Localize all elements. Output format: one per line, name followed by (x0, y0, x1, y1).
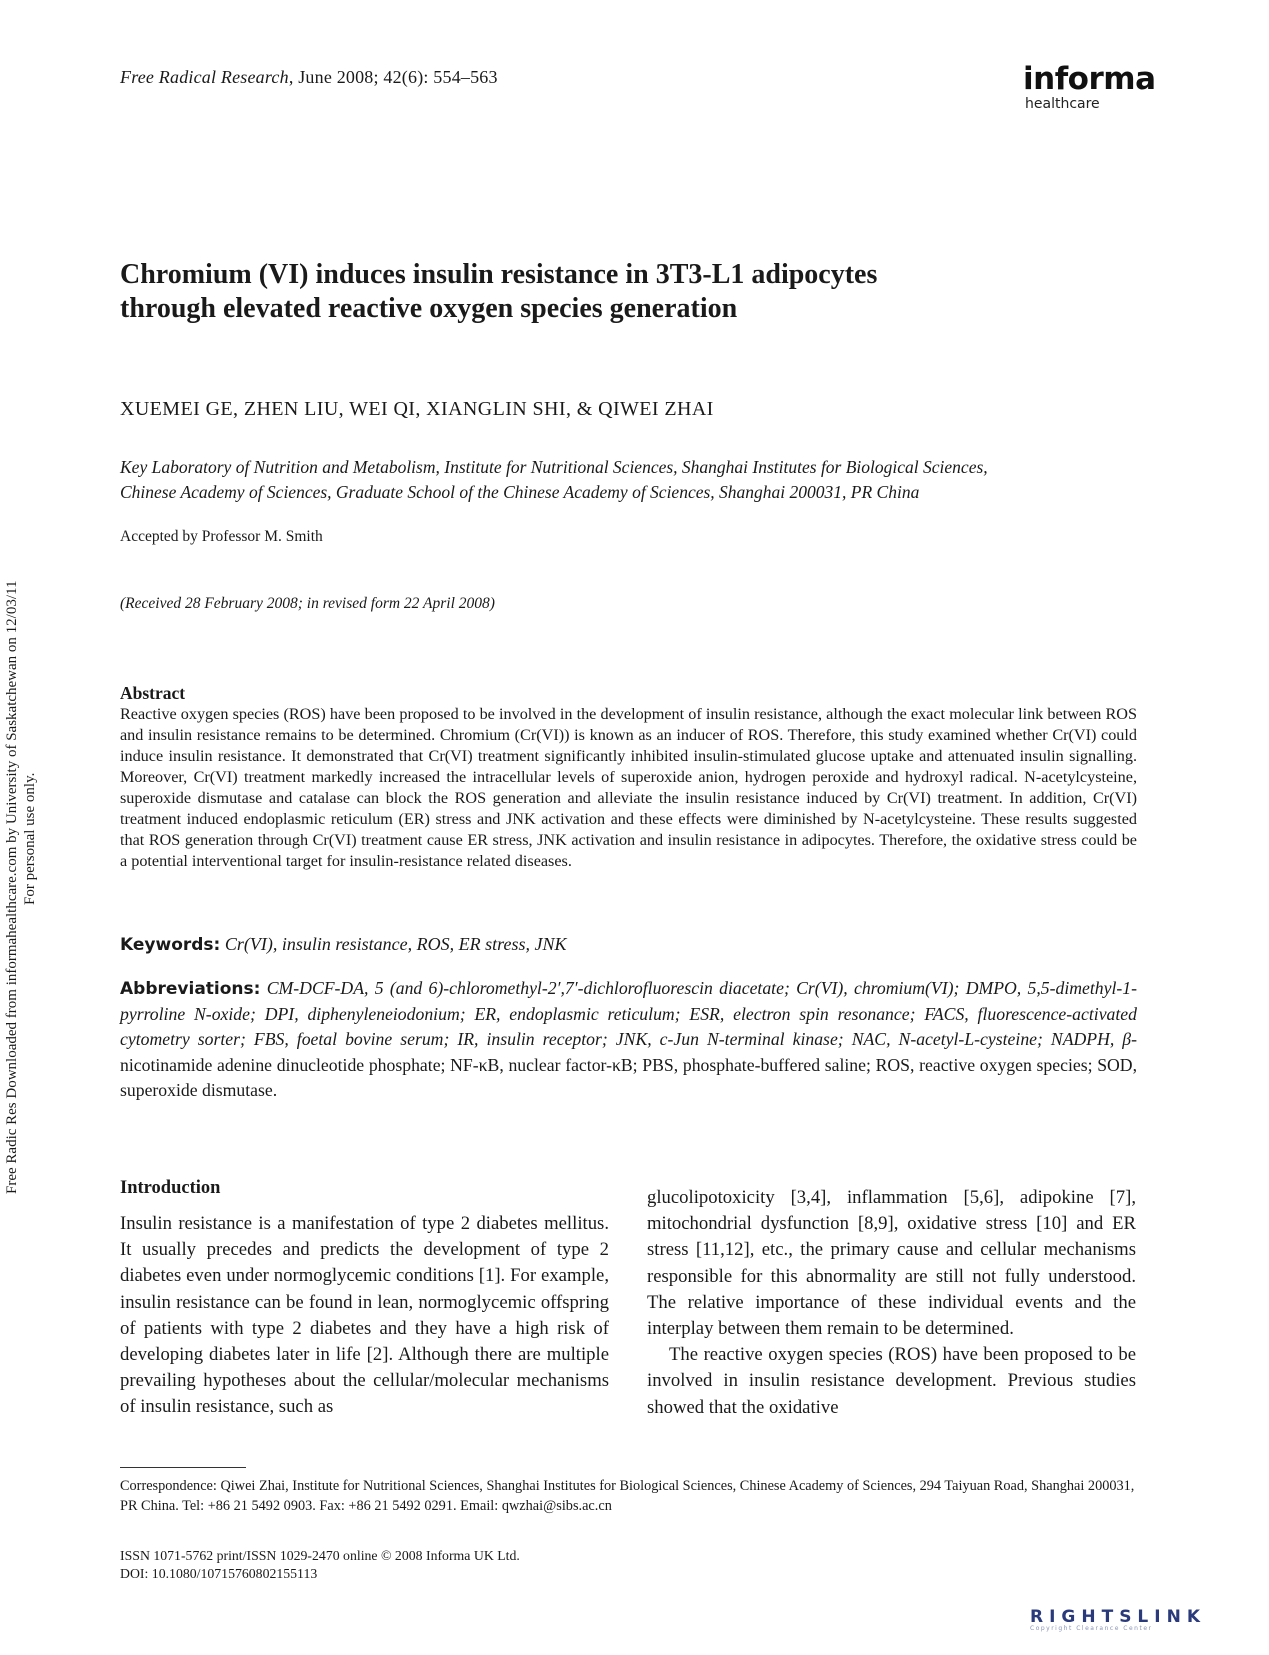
affiliation (120, 455, 1140, 505)
author-list: XUEMEI GE, ZHEN LIU, WEI QI, XIANGLIN SHI, & QIWEI ZHAI (120, 398, 714, 420)
title-line-1: Chromium (VI) induces insulin resistance in 3T3-L1 adipocytes (120, 259, 878, 290)
publisher-logo-sub: healthcare (1025, 96, 1100, 112)
issn-doi (120, 1547, 520, 1583)
abbreviations (120, 976, 1137, 1103)
keywords-label: Keywords: (120, 935, 221, 955)
accepted-by: Accepted by Professor M. Smith (120, 528, 323, 545)
rightslink-logo[interactable] (1030, 1607, 1206, 1632)
journal-citation (120, 67, 498, 88)
footnote-rule (120, 1467, 246, 1468)
received-dates: (Received 28 February 2008; in revised form 22 April 2008) (120, 595, 495, 612)
rightslink-sub: Copyright Clearance Center (1030, 1625, 1153, 1632)
abbreviations-label: Abbreviations: (120, 979, 261, 999)
abbreviations-italic: CM-DCF-DA, 5 (and 6)-chloromethyl-2′,7′-dichlorofluorescin diacetate; Cr(VI), chromium(VI); DMPO, 5,5-dimethyl-1-pyrroline N-oxide; DPI, diphenyleneiodonium; ER, endoplasmic reticulum; ESR, electron spin resonance; FACS, fluorescence-activated cytometry sorter; FBS, foetal bovine serum; IR, insulin receptor; JNK, c-Jun N-terminal kinase; NAC, N-acetyl-L-cysteine; NADPH, β (120, 978, 1138, 1050)
introduction-heading: Introduction (120, 1178, 221, 1198)
watermark-line-1: Free Radic Res Downloaded from informahealthcare.com by University of Saskatchewan on 12/03/11 (4, 580, 20, 1194)
article-title (120, 258, 1120, 326)
correspondence: Correspondence: Qiwei Zhai, Institute for Nutritional Sciences, Shanghai Institutes for Biological Sciences, Chinese Academy of Sciences, 294 Taiyuan Road, Shanghai 200031, PR China. Tel: +86 21 5492 0903. Fax: +86 21 5492 0291. Email: qwzhai@sibs.ac.cn (120, 1478, 1135, 1514)
journal-name: Free Radical Research (120, 67, 289, 87)
publisher-logo (1023, 62, 1163, 112)
publisher-logo-word: informa (1023, 61, 1156, 97)
affiliation-line-1: Key Laboratory of Nutrition and Metabolism, Institute for Nutritional Sciences, Shanghai Institutes for Biological Sciences, (120, 457, 988, 477)
intro-paragraph: glucolipotoxicity [3,4], inflammation [5,6], adipokine [7], mitochondrial dysfunction [8,9], oxidative stress [10] and ER stress [11,12], etc., the primary cause and cellular mechanisms responsible for this abnormality are still not fully understood. The relative importance of these individual events and the interplay between them remain to be determined. (647, 1187, 1136, 1340)
watermark-line-2: For personal use only. (22, 772, 38, 905)
affiliation-line-2: Chinese Academy of Sciences, Graduate School of the Chinese Academy of Sciences, Shanghai 200031, PR China (120, 482, 920, 502)
keywords-text: Cr(VI), insulin resistance, ROS, ER stress, JNK (224, 934, 567, 954)
keywords (120, 932, 1137, 957)
rightslink-word: RIGHTSLINK (1030, 1607, 1206, 1627)
issn: ISSN 1071-5762 print/ISSN 1029-2470 online © 2008 Informa UK Ltd. (120, 1548, 520, 1563)
title-line-2: through elevated reactive oxygen species generation (120, 293, 738, 324)
abstract-text: Reactive oxygen species (ROS) have been proposed to be involved in the development of insulin resistance, although the exact molecular link between ROS and insulin resistance remains to be determined. Chromium (Cr(VI)) is known as an inducer of ROS. Therefore, this study examined whether Cr(VI) could induce insulin resistance. It demonstrated that Cr(VI) treatment significantly inhibited insulin-stimulated glucose uptake and attenuated insulin signalling. Moreover, Cr(VI) treatment markedly increased the intracellular levels of superoxide anion, hydrogen peroxide and hydroxyl radical. N-acetylcysteine, superoxide dismutase and catalase can block the ROS generation and alleviate the insulin resistance induced by Cr(VI) treatment. In addition, Cr(VI) treatment induced endoplasmic reticulum (ER) stress and JNK activation and these effects were diminished by N-acetylcysteine. These results suggested that ROS generation through Cr(VI) treatment cause ER stress, JNK activation and insulin resistance in adipocytes. Therefore, the oxidative stress could be a potential interventional target for insulin-resistance related diseases. (120, 705, 1137, 870)
download-watermark (0, 0, 50, 1200)
abstract-heading: Abstract (120, 683, 186, 703)
journal-volume: , June 2008; 42(6): 554–563 (288, 67, 498, 87)
abbreviations-plain: -nicotinamide adenine dinucleotide phosphate; NF-κB, nuclear factor-κB; PBS, phosphate-buffered saline; ROS, reactive oxygen species; SOD, superoxide dismutase. (120, 1029, 1137, 1100)
intro-paragraph: The reactive oxygen species (ROS) have been proposed to be involved in insulin resistance development. Previous studies showed that the oxidative (647, 1344, 1136, 1418)
doi: DOI: 10.1080/10715760802155113 (120, 1566, 318, 1581)
intro-right-column (647, 1185, 1136, 1421)
intro-left-column: Insulin resistance is a manifestation of type 2 diabetes mellitus. It usually precedes and predicts the development of type 2 diabetes even under normoglycemic conditions [1]. For example, insulin resistance can be found in lean, normoglycemic offspring of patients with type 2 diabetes and they have a high risk of developing diabetes later in life [2]. Although there are multiple prevailing hypotheses about the cellular/molecular mechanisms of insulin resistance, such as (120, 1213, 609, 1418)
